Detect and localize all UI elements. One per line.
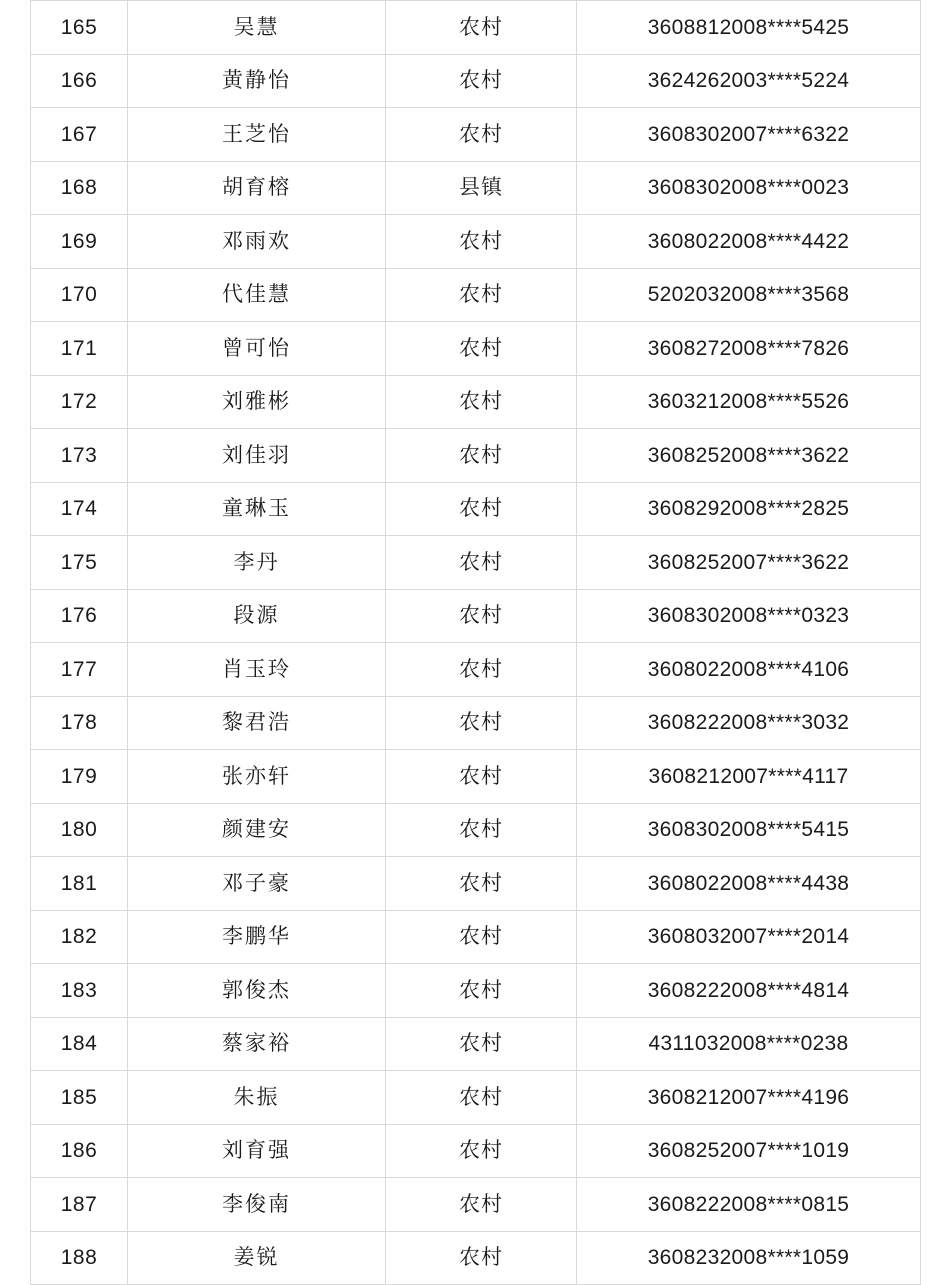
student-roster-table (30, 0, 921, 1285)
row-name: 邓子豪 (128, 857, 386, 911)
row-index: 180 (31, 803, 128, 857)
table-row (31, 429, 921, 483)
table-row (31, 964, 921, 1018)
table-row (31, 482, 921, 536)
row-name: 代佳慧 (128, 268, 386, 322)
row-household-type: 农村 (386, 910, 577, 964)
row-household-type: 农村 (386, 482, 577, 536)
row-index: 181 (31, 857, 128, 911)
table-row (31, 857, 921, 911)
row-household-type: 农村 (386, 803, 577, 857)
row-index: 173 (31, 429, 128, 483)
row-id-number: 3608302008****0323 (577, 589, 921, 643)
row-index: 177 (31, 643, 128, 697)
row-household-type: 农村 (386, 643, 577, 697)
row-index: 179 (31, 750, 128, 804)
row-household-type: 农村 (386, 322, 577, 376)
table-row (31, 1124, 921, 1178)
table-row (31, 536, 921, 590)
row-id-number: 3608212007****4117 (577, 750, 921, 804)
row-index: 182 (31, 910, 128, 964)
row-index: 185 (31, 1071, 128, 1125)
row-household-type: 农村 (386, 54, 577, 108)
table-row (31, 375, 921, 429)
row-id-number: 3608222008****0815 (577, 1178, 921, 1232)
row-household-type: 农村 (386, 857, 577, 911)
row-name: 姜锐 (128, 1231, 386, 1285)
row-id-number: 3608212007****4196 (577, 1071, 921, 1125)
row-index: 174 (31, 482, 128, 536)
row-id-number: 3608022008****4422 (577, 215, 921, 269)
row-name: 邓雨欢 (128, 215, 386, 269)
table-row (31, 589, 921, 643)
row-index: 184 (31, 1017, 128, 1071)
row-id-number: 4311032008****0238 (577, 1017, 921, 1071)
row-id-number: 3608272008****7826 (577, 322, 921, 376)
table-row (31, 1, 921, 55)
row-id-number: 3608252008****3622 (577, 429, 921, 483)
row-index: 178 (31, 696, 128, 750)
table-row (31, 696, 921, 750)
row-id-number: 5202032008****3568 (577, 268, 921, 322)
row-name: 黎君浩 (128, 696, 386, 750)
row-id-number: 3624262003****5224 (577, 54, 921, 108)
row-name: 李鹏华 (128, 910, 386, 964)
row-index: 170 (31, 268, 128, 322)
row-index: 165 (31, 1, 128, 55)
table-row (31, 803, 921, 857)
row-name: 曾可怡 (128, 322, 386, 376)
row-index: 186 (31, 1124, 128, 1178)
row-household-type: 农村 (386, 1017, 577, 1071)
row-id-number: 3608232008****1059 (577, 1231, 921, 1285)
row-household-type: 农村 (386, 268, 577, 322)
row-id-number: 3608252007****1019 (577, 1124, 921, 1178)
row-id-number: 3608302008****5415 (577, 803, 921, 857)
table-row (31, 643, 921, 697)
row-name: 王芝怡 (128, 108, 386, 162)
row-household-type: 农村 (386, 1231, 577, 1285)
row-household-type: 农村 (386, 215, 577, 269)
table-row (31, 1178, 921, 1232)
row-id-number: 3608222008****3032 (577, 696, 921, 750)
row-name: 郭俊杰 (128, 964, 386, 1018)
row-name: 李丹 (128, 536, 386, 590)
row-id-number: 3603212008****5526 (577, 375, 921, 429)
row-index: 176 (31, 589, 128, 643)
row-name: 蔡家裕 (128, 1017, 386, 1071)
row-household-type: 农村 (386, 589, 577, 643)
table-row (31, 161, 921, 215)
row-name: 李俊南 (128, 1178, 386, 1232)
row-id-number: 3608022008****4438 (577, 857, 921, 911)
table-row (31, 215, 921, 269)
row-name: 颜建安 (128, 803, 386, 857)
row-index: 183 (31, 964, 128, 1018)
table-row (31, 322, 921, 376)
row-id-number: 3608032007****2014 (577, 910, 921, 964)
row-name: 吴慧 (128, 1, 386, 55)
row-index: 171 (31, 322, 128, 376)
row-index: 188 (31, 1231, 128, 1285)
row-household-type: 农村 (386, 536, 577, 590)
row-household-type: 农村 (386, 696, 577, 750)
row-name: 朱振 (128, 1071, 386, 1125)
row-household-type: 农村 (386, 750, 577, 804)
row-name: 黄静怡 (128, 54, 386, 108)
row-household-type: 农村 (386, 1178, 577, 1232)
table-row (31, 750, 921, 804)
row-name: 张亦轩 (128, 750, 386, 804)
row-id-number: 3608302008****0023 (577, 161, 921, 215)
row-name: 肖玉玲 (128, 643, 386, 697)
row-household-type: 农村 (386, 375, 577, 429)
row-id-number: 3608302007****6322 (577, 108, 921, 162)
row-index: 187 (31, 1178, 128, 1232)
row-id-number: 3608812008****5425 (577, 1, 921, 55)
roster-body (31, 1, 921, 1285)
table-row (31, 910, 921, 964)
table-row (31, 1071, 921, 1125)
row-name: 刘雅彬 (128, 375, 386, 429)
row-id-number: 3608252007****3622 (577, 536, 921, 590)
table-row (31, 108, 921, 162)
row-id-number: 3608292008****2825 (577, 482, 921, 536)
row-id-number: 3608022008****4106 (577, 643, 921, 697)
row-name: 段源 (128, 589, 386, 643)
table-row (31, 1231, 921, 1285)
row-household-type: 农村 (386, 108, 577, 162)
table-row (31, 268, 921, 322)
row-id-number: 3608222008****4814 (577, 964, 921, 1018)
row-index: 168 (31, 161, 128, 215)
row-household-type: 农村 (386, 1124, 577, 1178)
row-index: 172 (31, 375, 128, 429)
row-name: 刘佳羽 (128, 429, 386, 483)
row-index: 167 (31, 108, 128, 162)
row-name: 刘育强 (128, 1124, 386, 1178)
row-household-type: 农村 (386, 1, 577, 55)
row-index: 175 (31, 536, 128, 590)
row-household-type: 农村 (386, 964, 577, 1018)
row-household-type: 农村 (386, 1071, 577, 1125)
row-name: 童琳玉 (128, 482, 386, 536)
table-row (31, 54, 921, 108)
row-household-type: 农村 (386, 429, 577, 483)
row-index: 166 (31, 54, 128, 108)
table-row (31, 1017, 921, 1071)
row-index: 169 (31, 215, 128, 269)
row-household-type: 县镇 (386, 161, 577, 215)
row-name: 胡育榕 (128, 161, 386, 215)
